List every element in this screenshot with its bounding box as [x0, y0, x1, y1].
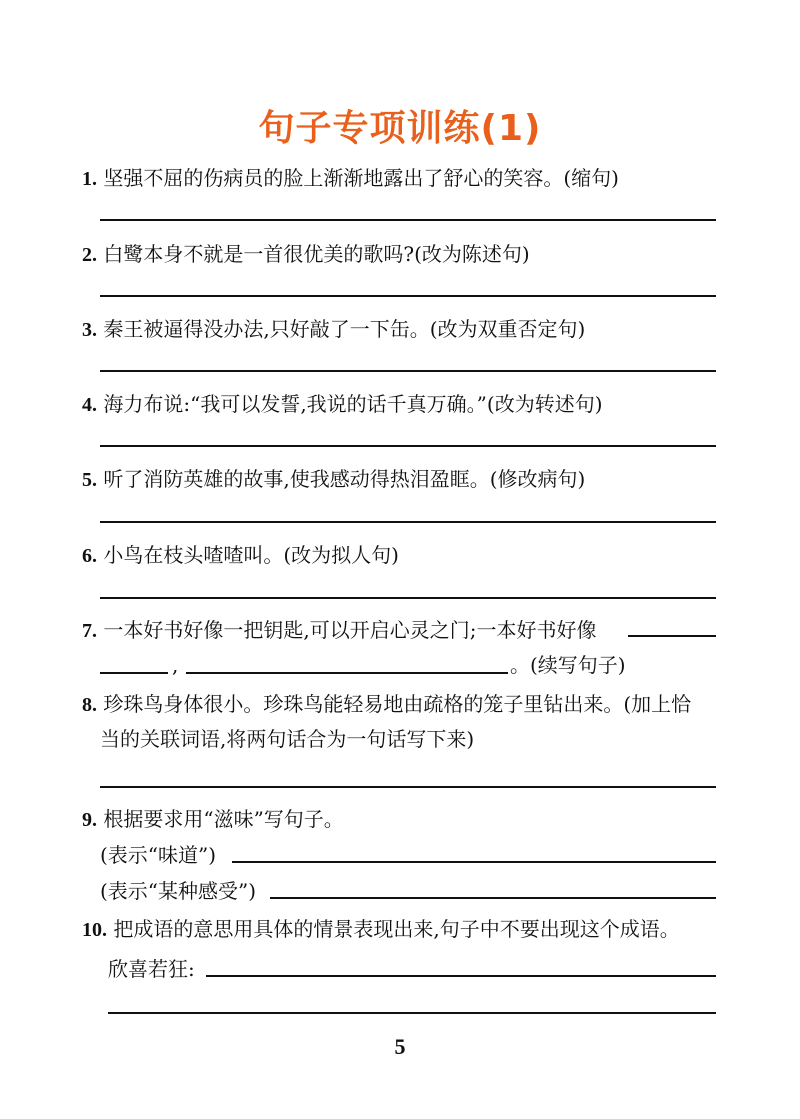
question-number: 3.: [82, 319, 97, 341]
question-text: 海力布说:“我可以发誓,我说的话千真万确。”(改为转述句): [103, 392, 603, 416]
question-text: 把成语的意思用具体的情景表现出来,句子中不要出现这个成语。: [113, 917, 680, 941]
answer-line-8[interactable]: [100, 786, 716, 788]
answer-blank-7a[interactable]: [628, 635, 716, 637]
question-number: 1.: [82, 168, 97, 190]
answer-blank-7b[interactable]: [100, 672, 168, 674]
question-text: 小鸟在枝头喳喳叫。(改为拟人句): [103, 543, 399, 567]
question-number: 4.: [82, 394, 97, 416]
page-title: 句子专项训练(1): [258, 108, 542, 149]
question-8: [82, 690, 691, 719]
question-number: 7.: [82, 620, 97, 642]
question-3: [82, 315, 585, 344]
answer-line-5[interactable]: [100, 521, 716, 523]
answer-line-10a[interactable]: [206, 975, 716, 977]
question-number: 6.: [82, 545, 97, 567]
question-number: 10.: [82, 919, 107, 941]
answer-line-9a[interactable]: [232, 861, 716, 863]
answer-blank-7c[interactable]: [186, 672, 508, 674]
question-10: [82, 915, 680, 944]
question-7: [82, 616, 596, 645]
answer-line-1[interactable]: [100, 219, 716, 221]
question-text: 一本好书好像一把钥匙,可以开启心灵之门;一本好书好像: [103, 618, 597, 642]
question-2: [82, 240, 530, 269]
answer-line-10b[interactable]: [108, 1012, 716, 1014]
question-text: 秦王被逼得没办法,只好敲了一下缶。(改为双重否定句): [103, 317, 586, 341]
question-1: [82, 164, 619, 193]
question-text: 根据要求用“滋味”写句子。: [103, 807, 344, 831]
answer-line-4[interactable]: [100, 445, 716, 447]
question-text: 白鹭本身不就是一首很优美的歌吗?(改为陈述句): [103, 242, 530, 266]
question-text: 坚强不屈的伤病员的脸上渐渐地露出了舒心的笑容。(缩句): [103, 166, 619, 190]
answer-line-2[interactable]: [100, 295, 716, 297]
question-text: 听了消防英雄的故事,使我感动得热泪盈眶。(修改病句): [103, 467, 586, 491]
question-number: 2.: [82, 244, 97, 266]
question-4: [82, 390, 603, 419]
page-number: 5: [394, 1034, 406, 1059]
question-10-sub-1: 欣喜若狂:: [108, 957, 195, 981]
question-9-sub-2: (表示“某种感受”): [100, 879, 257, 903]
answer-line-9b[interactable]: [270, 897, 716, 899]
question-number: 8.: [82, 694, 97, 716]
question-9: [82, 805, 344, 834]
question-6: [82, 541, 399, 570]
question-5: [82, 465, 585, 494]
answer-line-6[interactable]: [100, 597, 716, 599]
question-text: 珍珠鸟身体很小。珍珠鸟能轻易地由疏格的笼子里钻出来。(加上恰: [103, 692, 692, 716]
question-number: 9.: [82, 809, 97, 831]
question-number: 5.: [82, 469, 97, 491]
question-8-line-2: 当的关联词语,将两句话合为一句话写下来): [100, 727, 475, 751]
question-7-suffix: 。(续写句子): [510, 653, 626, 677]
answer-line-3[interactable]: [100, 370, 716, 372]
comma-separator: ,: [172, 653, 179, 677]
question-9-sub-1: (表示“味道”): [100, 843, 217, 867]
